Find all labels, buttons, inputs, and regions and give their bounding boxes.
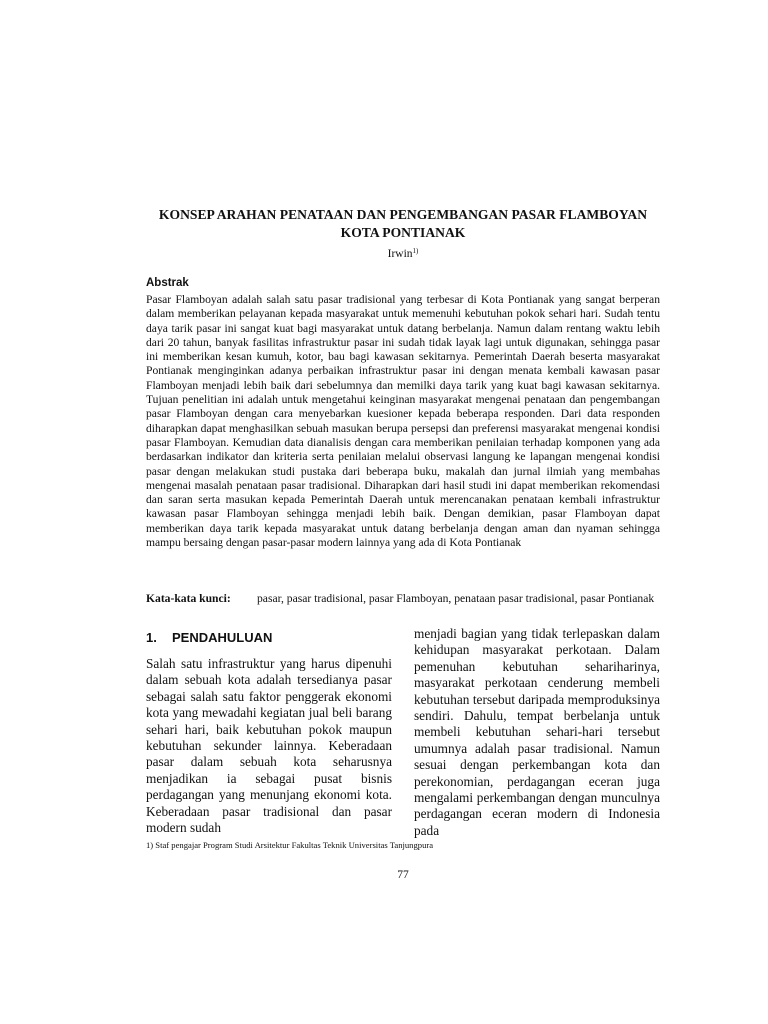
author-footnote-marker: 1): [412, 247, 419, 255]
section-title: PENDAHULUAN: [172, 630, 273, 645]
abstract-text: Pasar Flamboyan adalah salah satu pasar tradisional yang terbesar di Kota Pontianak yang sangat berperan dalam memberikan pelayanan kepada masyarakat untuk memenuhi kebutuhan pokok sehari hari. Sudah tentu daya tarik pasar ini sangat kuat bagi masyarakat untuk datang berbelanja. Namun dalam rentang waktu lebih dari 20 tahun, banyak fasilitas infrastruktur pasar ini sudah tidak layak lagi untuk digunakan, sehingga pasar ini memberikan kesan kumuh, kotor, bau bagi kawasan sekitarnya. Pemerintah Daerah beserta masyarakat Pontianak menginginkan adanya perbaikan infrastruktur pasar ini dengan menata kembali kawasan pasar Flamboyan menjadi lebih baik dari sebelumnya dan memilki daya tarik yang kuat bagi kawasan sekitarnya. Tujuan penelitian ini adalah untuk mengetahui keinginan masyarakat mengenai penataan dan pengembangan pasar Flamboyan dengan cara menyebarkan kuesioner kepada beberapa responden. Dari data responden diharapkan dapat menghasilkan sebuah masukan berupa persepsi dan preferensi masyarakat mengenai kondisi pasar Flamboyan. Kemudian data dianalisis dengan cara memberikan penilaian terhadap komponen yang ada berdasarkan indikator dan kriteria serta penilaian melalui observasi langung ke lapangan mengenai kondisi pasar dengan melakukan studi pustaka dari beberapa buku, makalah dan jurnal ilmiah yang membahas mengenai masalah penataan pasar tradisional. Diharapkan dari hasil studi ini dapat memberikan rekomendasi dan saran serta masukan kepada Pemerintah Daerah untuk merencanakan penataan kembali infrastruktur kawasan pasar Flamboyan sehingga menjadi lebih baik. Dengan demikian, pasar Flamboyan dapat memberikan daya tarik kepada masyarakat untuk datang berbelanja dengan aman dan nyaman sehingga mampu bersaing dengan pasar-pasar modern lainnya yang ada di Kota Pontianak: [146, 293, 660, 550]
right-column: [414, 626, 660, 839]
author-line: [146, 247, 660, 261]
left-column-text: Salah satu infrastruktur yang harus dipenuhi dalam sebuah kota adalah tersedianya pasar sebagai salah satu faktor penggerak ekonomi kota yang mewadahi kegiatan jual beli barang sehari hari, baik kebutuhan pokok maupun kebutuhan sekunder lainnya. Keberadaan pasar dalam sebuah kota seharusnya menjadikan ia sebagai pusat bisnis perdagangan yang menunjang ekonomi kota. Keberadaan pasar tradisional dan pasar modern sudah: [146, 656, 392, 836]
page-number: 77: [397, 869, 409, 881]
paper-title: KONSEP ARAHAN PENATAAN DAN PENGEMBANGAN PASAR FLAMBOYAN KOTA PONTIANAK: [158, 207, 648, 240]
section-number: 1.: [146, 630, 157, 645]
paper-page: [146, 0, 660, 1024]
abstract-heading: Abstrak: [146, 277, 189, 289]
right-column-text: menjadi bagian yang tidak terlepaskan dalam kehidupan masyarakat perkotaan. Dalam pemenuhan kebutuhan sehariharinya, masyarakat perkotaan cenderung membeli kebutuhan tersebut daripada memproduksinya sendiri. Dahulu, tempat berbelanja untuk membeli kebutuhan sehari-hari tersebut umumnya adalah pasar tradisional. Namun sesuai dengan perkembangan kota dan perekonomian, perdagangan eceran juga mengalami perkembangan dengan munculnya perdagangan eceran modern di Indonesia pada: [414, 626, 660, 838]
footnote: 1) Staf pengajar Program Studi Arsitektur Fakultas Teknik Universitas Tanjungpura: [146, 840, 434, 850]
keywords-value: pasar, pasar tradisional, pasar Flamboyan, penataan pasar tradisional, pasar Pontianak: [257, 592, 655, 605]
left-column: [146, 630, 392, 836]
author-name: Irwin: [387, 248, 413, 260]
section-heading: [146, 630, 392, 646]
keywords-label: Kata-kata kunci:: [146, 592, 231, 605]
